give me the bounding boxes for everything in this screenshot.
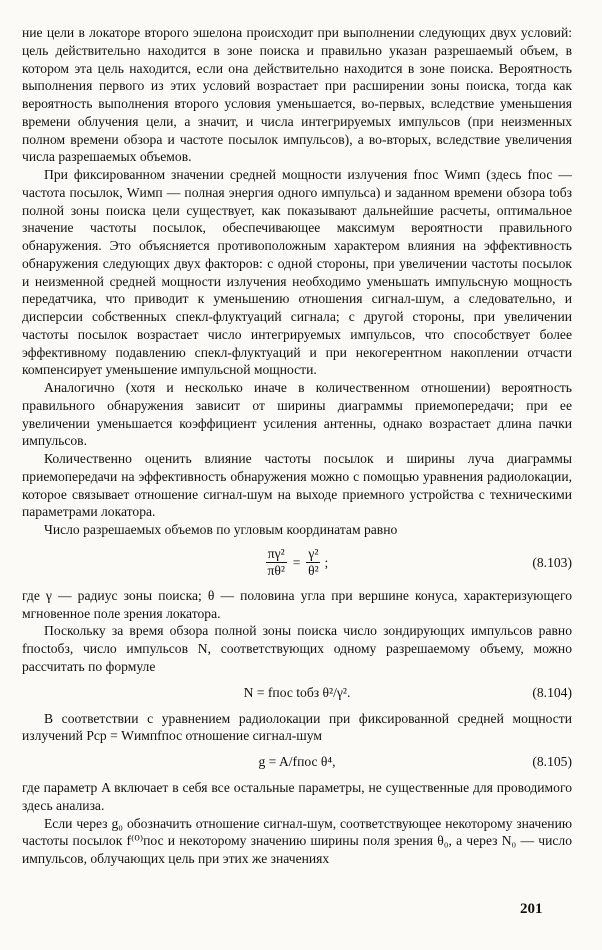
paragraph-after-103: где γ — радиус зоны поиска; θ — половина угла при вершине конуса, характеризующего мгновенное поле зрения локатора.	[22, 587, 572, 621]
paragraph-before-104: Поскольку за время обзора полной зоны поиска число зондирующих импульсов равно fпосtобз, число импульсов N, соответствующих одному разрешаемому объему, можно рассчитать по формуле	[22, 623, 572, 674]
equation-105-body: g = A/fпос θ⁴,	[258, 754, 336, 770]
paragraph-last: Если через g₀ обозначить отношение сигнал-шум, соответствующее некоторому значению частоты посылок f⁽⁰⁾пос и некоторому значению ширины поля зрения θ₀, а через N₀ — число импульсов, облучающих цель при этих же значениях	[22, 815, 572, 866]
equation-number-105: (8.105)	[532, 754, 572, 770]
equation-number-103: (8.103)	[532, 554, 572, 570]
equation-104-body: N = fпос tобз θ²/γ².	[243, 684, 351, 700]
equation-8-104	[22, 680, 572, 706]
equation-8-105	[22, 749, 572, 775]
fraction-right: $\frac{\text{γ²}}{\text{θ²}}$	[308, 546, 319, 579]
paragraph-after-105: где параметр A включает в себя все остальные параметры, не существенные для проводимого здесь анализа.	[22, 780, 572, 813]
paragraph-2: При фиксированном значении средней мощности излучения fпос Wимп (здесь fпос — частота посылок, Wимп — полная энергия одного импульса) и заданном времени обзора tобз полной зоны поиска цели существует, как показывают дальнейшие расчеты, оптимальное значение частоты посылок, обеспечивающее максимум вероятности правильного обнаружения. Это объясняется противоположным характером влияния на эффективность обнаружения следующих двух факторов: с одной стороны, при увеличении частоты посылок и неизменной средней мощности излучения необходимо уменьшать импульсную мощность передатчика, что приводит к уменьшению отношения сигнал-шум, а следовательно, и дисперсии собственных спекл-флуктуаций сигнала; с другой стороны, при увеличении частоты посылок возрастает число интегрируемых импульсов, что способствует более эффективному подавлению спекл-флуктуаций и при некогерентном накоплении отчасти компенсирует уменьшение импульсной мощности.	[22, 167, 572, 378]
paragraph-5: Число разрешаемых объемов по угловым координатам равно	[44, 522, 398, 537]
paragraph-1: ние цели в локаторе второго эшелона происходит при выполнении следующих двух условий: цель действительно находится в зоне поиска и правильно указан разрешаемый объем, в котором эта цель находится, если она действительно находится в зоне поиска. Вероятность выполнения первого из этих условий возрастает при расширении зоны поиска, тогда как вероятность выполнения второго условия уменьшается, во-первых, вследствие уменьшения времени облучения цели, а значит, и числа интегрируемых импульсов (при неизменных полном времени обзора и частоте посылок импульсов), а во-вторых, вследствие увеличения числа разрешаемых объемов.	[22, 25, 572, 165]
fraction-left: $\frac{\text{πγ²}}{\text{πθ²}}$	[267, 546, 285, 579]
equation-number-104: (8.104)	[532, 684, 572, 700]
equation-8-103: $\frac{\text{πγ²}}{\text{πθ²}}$ = $\frac{\text{γ²}}{\text{θ²}}$ ; (8.103)	[267, 546, 572, 579]
body-text	[22, 24, 572, 868]
page-number: 201	[520, 901, 543, 917]
paragraph-3: Аналогично (хотя и несколько иначе в количественном отношении) вероятность правильного обнаружения зависит от ширины диаграммы приемопередачи; при ее увеличении уменьшается коэффициент усиления антенны, однако возрастает длина пачки импульсов.	[22, 380, 572, 449]
paragraph-4: Количественно оценить влияние частоты посылок и ширины луча диаграммы приемопередачи на эффективность обнаружения можно с помощью уравнения радиолокации, которое связывает отношение сигнал-шум на выходе приемного устройства с техническими параметрами локатора.	[22, 451, 572, 520]
paragraph-before-105: В соответствии с уравнением радиолокации при фиксированной средней мощности излучений Pср = Wимпfпос отношение сигнал-шум	[22, 710, 572, 744]
